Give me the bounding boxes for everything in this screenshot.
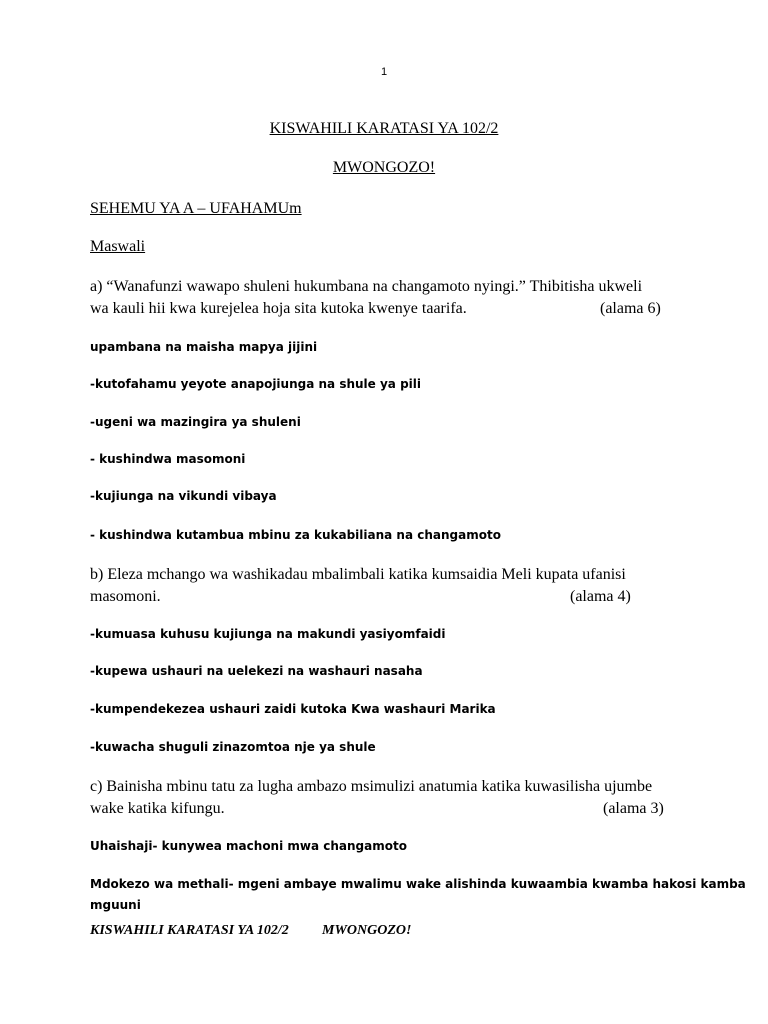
answer-c-1: Uhaishaji- kunywea machoni mwa changamoto [90, 839, 407, 853]
document-title: KISWAHILI KARATASI YA 102/2 [269, 120, 499, 137]
footer-subtitle: MWONGOZO! [322, 923, 412, 938]
answer-a-1: upambana na maisha mapya jijini [90, 340, 318, 354]
question-b-line2: masomoni. [90, 588, 161, 605]
questions-heading: Maswali [90, 238, 146, 255]
document-subtitle: MWONGOZO! [332, 159, 436, 176]
question-c-line2: wake katika kifungu. [90, 800, 225, 817]
answer-a-4: - kushindwa masomoni [90, 452, 246, 466]
page-number: 1 [380, 66, 388, 78]
answer-b-4: -kuwacha shuguli zinazomtoa nje ya shule [90, 740, 376, 754]
question-a-line2: wa kauli hii kwa kurejelea hoja sita kutoka kwenye taarifa. [90, 300, 467, 317]
question-a-line1: a) “Wanafunzi wawapo shuleni hukumbana na changamoto nyingi.” Thibitisha ukweli [90, 278, 643, 295]
answer-c-2-continued: mguuni [90, 898, 141, 912]
question-b-line1: b) Eleza mchango wa washikadau mbalimbali katika kumsaidia Meli kupata ufanisi [90, 566, 626, 583]
question-c-line1: c) Bainisha mbinu tatu za lugha ambazo msimulizi anatumia katika kuwasilisha ujumbe [90, 778, 653, 795]
answer-b-3: -kumpendekezea ushauri zaidi kutoka Kwa washauri Marika [90, 702, 496, 716]
answer-a-5: -kujiunga na vikundi vibaya [90, 489, 277, 503]
question-a-marks: (alama 6) [600, 300, 661, 317]
answer-a-2: -kutofahamu yeyote anapojiunga na shule ya pili [90, 377, 422, 391]
answer-b-2: -kupewa ushauri na uelekezi na washauri nasaha [90, 664, 423, 678]
question-b-marks: (alama 4) [570, 588, 631, 605]
section-heading: SEHEMU YA A – UFAHAMUm [90, 200, 302, 217]
answer-a-6: - kushindwa kutambua mbinu za kukabiliana na changamoto [90, 528, 501, 542]
question-c-marks: (alama 3) [603, 800, 664, 817]
answer-c-2: Mdokezo wa methali- mgeni ambaye mwalimu wake alishinda kuwaambia kwamba hakosi kamba [90, 877, 746, 891]
answer-a-3: -ugeni wa mazingira ya shuleni [90, 415, 301, 429]
footer-title: KISWAHILI KARATASI YA 102/2 [90, 923, 289, 938]
answer-b-1: -kumuasa kuhusu kujiunga na makundi yasiyomfaidi [90, 627, 446, 641]
